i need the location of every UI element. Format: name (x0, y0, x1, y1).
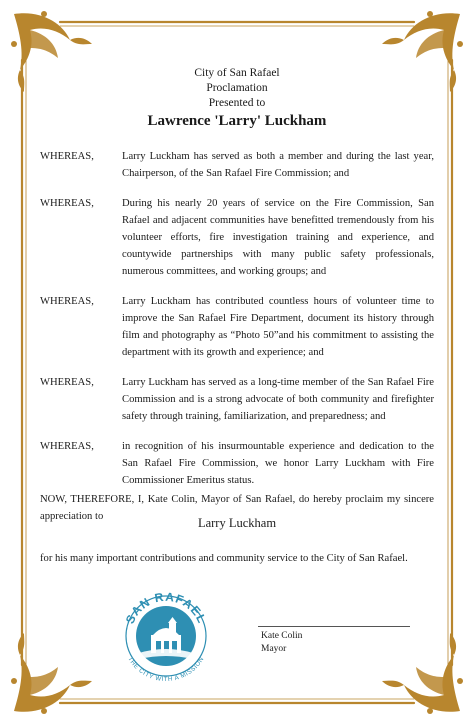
signatory-title: Mayor (261, 644, 287, 654)
signatory-name: Kate Colin (261, 631, 303, 641)
whereas-clause (40, 374, 434, 425)
whereas-clause (40, 438, 434, 489)
clause-text: During his nearly 20 years of service on the Fire Commission, San Rafael and adjacent communities have benefitted tremendously from his volunteer efforts, fire investigation training and experience, and countywide partnerships with many public safety professionals, numerous committees, and working groups; and (122, 198, 434, 277)
honoree-full-name: Lawrence 'Larry' Luckham (147, 113, 327, 129)
whereas-clause (40, 148, 434, 182)
proclamation-header (0, 66, 474, 129)
seal-top-text: SAN RAFAEL (122, 589, 210, 626)
honoree-name: Larry Luckham (197, 516, 277, 530)
clause-label: WHEREAS, (40, 377, 94, 388)
whereas-clauses (40, 148, 434, 489)
clause-text: Larry Luckham has served as both a member and during the last year, Chairperson, of the San Rafael Fire Commission; and (122, 151, 434, 179)
whereas-clause (40, 195, 434, 280)
closing-statement: for his many important contributions and community service to the City of San Rafael. (40, 553, 408, 564)
clause-text: Larry Luckham has contributed countless hours of volunteer time to improve the San Rafael Fire Department, document its history through film and photography as “Photo 50”and his commitment to assisting the department with its growth and experience; and (122, 296, 434, 358)
corner-ornament-bottom-right (382, 633, 463, 714)
corner-ornament-bottom-left (11, 633, 92, 714)
document-type: Proclamation (206, 82, 268, 94)
city-seal-logo (113, 583, 219, 689)
now-therefore-statement: NOW, THEREFORE, I, Kate Colin, Mayor of San Rafael, do hereby proclaim my sincere appreciation to (40, 494, 434, 522)
whereas-clause (40, 293, 434, 361)
clause-label: WHEREAS, (40, 296, 94, 307)
city-name: City of San Rafael (194, 67, 280, 79)
clause-text: in recognition of his insurmountable experience and dedication to the San Rafael Fire Commission, we honor Larry Luckham with Fire Commissioner Emeritus status. (122, 441, 434, 486)
signature-line (258, 626, 410, 627)
clause-label: WHEREAS, (40, 151, 94, 162)
seal-bottom-text: THE CITY WITH A MISSION (126, 655, 206, 684)
clause-text: Larry Luckham has served as a long-time member of the San Rafael Fire Commission and is a strong advocate of both community and firefighter safety through training, familiarization, and preparedness; and (122, 377, 434, 422)
clause-label: WHEREAS, (40, 441, 94, 452)
presented-to-label: Presented to (208, 97, 266, 109)
clause-label: WHEREAS, (40, 198, 94, 209)
